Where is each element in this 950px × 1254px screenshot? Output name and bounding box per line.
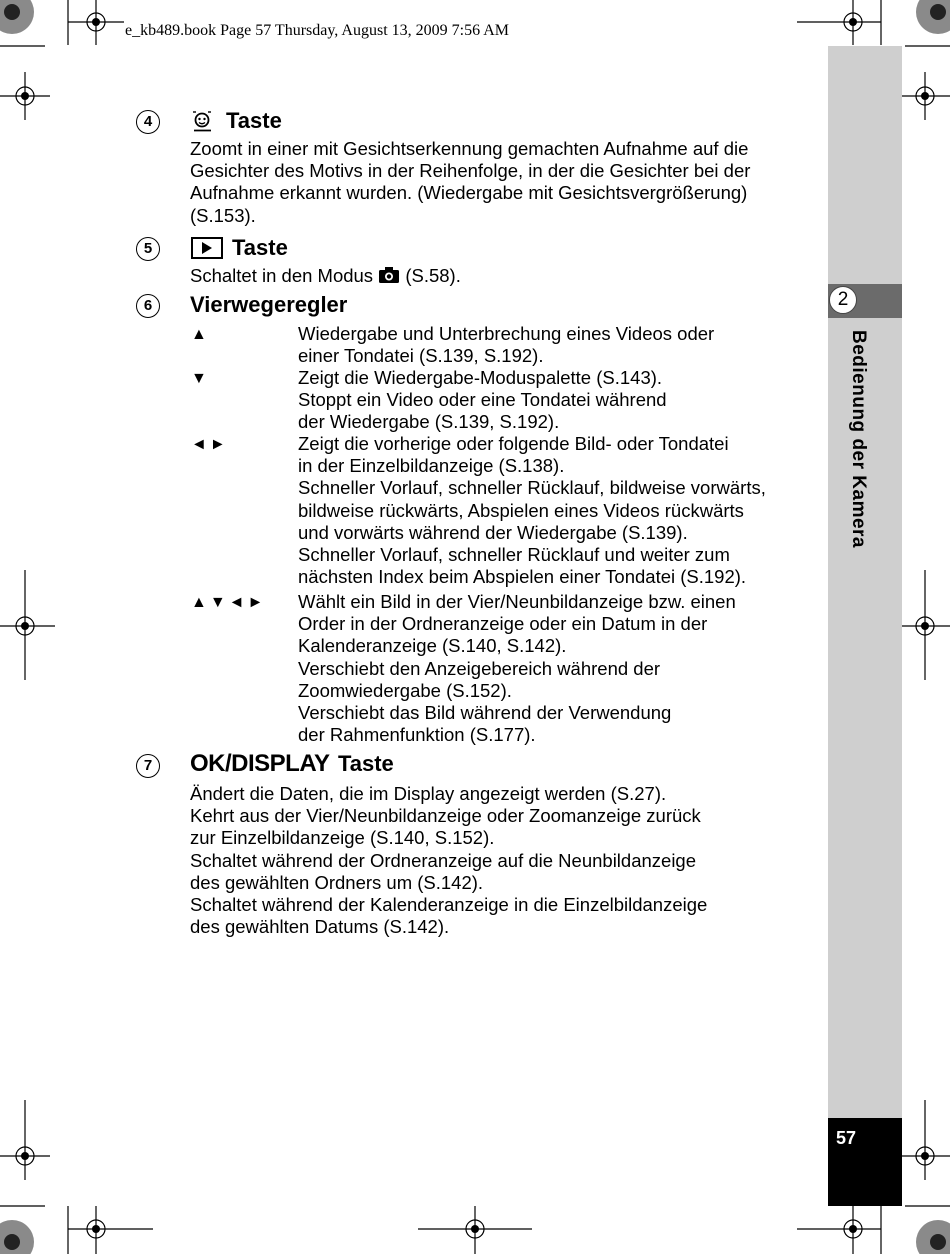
text-line: der Rahmenfunktion (S.177). (298, 724, 536, 746)
text-line: Kehrt aus der Vier/Neunbildanzeige oder Zoomanzeige zurück (190, 805, 701, 827)
key-description (298, 323, 714, 367)
chapter-number: 2 (829, 286, 857, 314)
text-fragment: (S.58). (405, 265, 461, 286)
text-line: Stoppt ein Video oder eine Tondatei während (298, 389, 667, 411)
key-all-directions: ▲▼◄► (191, 594, 267, 611)
section-heading (190, 750, 394, 778)
ok-display-logo: OK/DISPLAY (190, 750, 330, 777)
camera-icon (378, 266, 400, 289)
face-zoom-icon (191, 110, 215, 139)
text-line: Schaltet während der Kalenderanzeige in die Einzelbildanzeige (190, 894, 708, 916)
text-line: Zeigt die Wiedergabe-Moduspalette (S.143). (298, 367, 663, 388)
key-description (298, 433, 766, 588)
playback-icon (191, 237, 223, 264)
text-line: des gewählten Ordners um (S.142). (190, 871, 484, 893)
section-number: 7 (136, 754, 160, 778)
text-line: nächsten Index beim Abspielen einer Tondatei (S.192). (298, 566, 747, 588)
text-line: der Wiedergabe (S.139, S.192). (298, 411, 560, 433)
page-number: 57 (836, 1128, 857, 1148)
text-line: Schneller Vorlauf, schneller Rücklauf und weiter zum (298, 544, 730, 566)
section-number: 6 (136, 294, 160, 318)
section-title: Vierwegeregler (190, 292, 348, 317)
chapter-sidebar (828, 46, 902, 1206)
section-description (190, 138, 750, 227)
text-line: Verschiebt das Bild während der Verwendung (298, 702, 672, 724)
text-line: Zoomt in einer mit Gesichtserkennung gemachten Aufnahme auf die (190, 138, 749, 159)
key-up: ▲ (191, 326, 210, 343)
text-line: Gesichter des Motivs in der Reihenfolge, in der die Gesichter bei der (190, 160, 751, 182)
section-number: 4 (136, 110, 160, 134)
text-line: Schneller Vorlauf, schneller Rücklauf, bildweise vorwärts, (298, 477, 766, 499)
text-line: des gewählten Datums (S.142). (190, 916, 450, 938)
text-line: Order in der Ordneranzeige oder ein Datum in der (298, 613, 708, 635)
text-line: einer Tondatei (S.139, S.192). (298, 345, 544, 367)
key-description (298, 591, 736, 746)
text-line: Ändert die Daten, die im Display angezeigt werden (S.27). (190, 783, 667, 804)
key-left-right: ◄► (191, 436, 229, 453)
key-down: ▼ (191, 370, 210, 387)
section-number: 5 (136, 237, 160, 261)
text-line: zur Einzelbildanzeige (S.140, S.152). (190, 827, 495, 849)
text-line: in der Einzelbildanzeige (S.138). (298, 455, 565, 477)
text-line: Zoomwiedergabe (S.152). (298, 679, 512, 701)
key-description (298, 367, 667, 434)
section-description (190, 265, 461, 289)
text-line: Kalenderanzeige (S.140, S.142). (298, 635, 567, 657)
text-line: Verschiebt den Anzeigebereich während der (298, 657, 661, 679)
print-header: e_kb489.book Page 57 Thursday, August 13, 2009 7:56 AM (125, 22, 509, 39)
text-line: Schaltet während der Ordneranzeige auf die Neunbildanzeige (190, 849, 697, 871)
text-line: Wählt ein Bild in der Vier/Neunbildanzeige bzw. einen (298, 591, 736, 612)
section-title: Taste (226, 108, 282, 133)
section-title: Taste (337, 751, 394, 776)
text-line: Aufnahme erkannt wurden. (Wiedergabe mit Gesichtsvergrößerung) (190, 182, 748, 204)
text-line: (S.153). (190, 204, 256, 226)
text-line: bildweise rückwärts, Abspielen eines Videos rückwärts (298, 499, 744, 521)
section-description (190, 783, 707, 938)
section-title: Taste (232, 235, 288, 260)
text-line: und vorwärts während der Wiedergabe (S.139). (298, 521, 688, 543)
text-line: Zeigt die vorherige oder folgende Bild- oder Tondatei (298, 433, 729, 454)
text-line: Wiedergabe und Unterbrechung eines Videos oder (298, 323, 715, 344)
chapter-title: Bedienung der Kamera (848, 330, 869, 548)
text-fragment: Schaltet in den Modus (190, 265, 374, 286)
